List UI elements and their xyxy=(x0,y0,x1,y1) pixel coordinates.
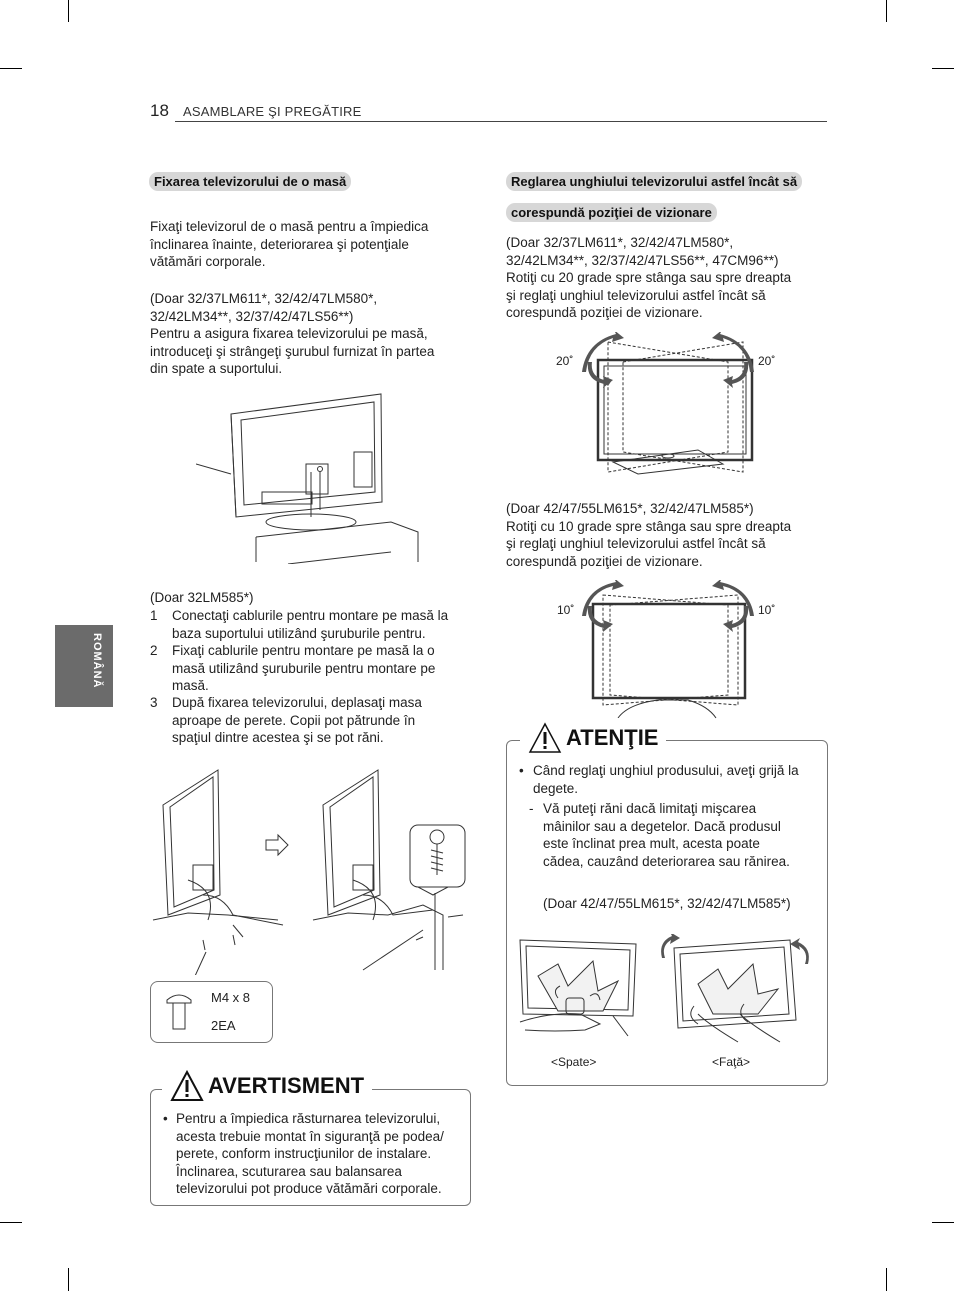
screw-size: M4 x 8 xyxy=(211,990,251,1005)
text-line: Rotiţi cu 20 grade spre stânga sau spre dreapta xyxy=(506,270,792,286)
text-line: este înclinat prea mult, acesta poate xyxy=(543,836,760,852)
section-title-angle-1: Reglarea unghiului televizorului astfel încât să xyxy=(506,172,802,191)
caution-back-illustration xyxy=(518,936,643,1052)
text-line: degete. xyxy=(533,780,579,796)
angle-10-text xyxy=(506,500,791,570)
text-line: (Doar 32/37LM611*, 32/42/47LM580*, xyxy=(506,235,734,250)
step-number: 2 xyxy=(150,643,158,658)
warning-title xyxy=(162,1066,372,1106)
language-tab xyxy=(55,625,113,707)
warning-triangle-icon xyxy=(170,1070,204,1102)
screw-spec-box xyxy=(150,981,273,1043)
caution-triangle-icon xyxy=(528,722,562,754)
text-line: Rotiţi cu 10 grade spre stânga sau spre dreapta xyxy=(506,518,792,534)
text-line: Înclinarea, scuturarea sau balansarea xyxy=(176,1163,402,1179)
text-line: cădea, cauzând deteriorarea sau rănirea. xyxy=(543,853,790,869)
text-line: corespundă poziţiei de vizionare. xyxy=(506,553,703,569)
page-number: 18 xyxy=(150,101,169,120)
crop-mark xyxy=(932,68,954,69)
angle-10-right-label: 10˚ xyxy=(758,603,776,617)
warning-title-text: AVERTISMENT xyxy=(208,1073,365,1098)
text-line: corespundă poziţiei de vizionare. xyxy=(506,305,703,321)
screw-icon xyxy=(164,992,194,1032)
angle-20-left-label: 20˚ xyxy=(556,354,574,368)
stand-cable-illustration xyxy=(148,765,473,975)
text-line: şi reglaţi unghiul televizorului astfel încât să xyxy=(506,536,766,552)
text-line: (Doar 42/47/55LM615*, 32/42/47LM585*) xyxy=(506,501,754,516)
caution-front-illustration xyxy=(658,934,818,1054)
caution-label-back: <Spate> xyxy=(551,1055,597,1069)
crop-mark xyxy=(932,1222,954,1223)
section-title-table-fixing: Fixarea televizorului de o masă xyxy=(149,172,351,191)
text-line: din spate a suportului. xyxy=(150,361,283,377)
text-line: perete, conform instrucţiunilor de instalare. xyxy=(176,1146,432,1162)
caution-title-text: ATENŢIE xyxy=(566,725,659,750)
dash: - xyxy=(529,801,534,816)
text-line: După fixarea televizorului, deplasaţi masa xyxy=(172,695,422,710)
text-line: Fixaţi televizorul de o masă pentru a împiedica xyxy=(150,219,429,234)
text-line: masă. xyxy=(172,678,209,694)
text-line: introduceţi şi strângeţi şurubul furnizat în partea xyxy=(150,343,435,359)
crop-mark xyxy=(0,68,22,69)
angle-20-text xyxy=(506,234,791,322)
models-note-1 xyxy=(150,290,434,378)
caution-label-front: <Faţă> xyxy=(712,1055,751,1069)
swivel-10-illustration xyxy=(578,580,758,720)
text-line: şi reglaţi unghiul televizorului astfel încât să xyxy=(506,287,766,303)
text-line: acesta trebuie montat în siguranţă pe podea/ xyxy=(176,1128,444,1144)
models-note-2: (Doar 32LM585*) xyxy=(150,590,254,605)
text-line: Pentru a asigura fixarea televizorului pe masă, xyxy=(150,326,428,342)
tv-table-fixing-illustration xyxy=(196,392,421,564)
crop-mark xyxy=(68,1268,69,1291)
text-line: înclinarea înainte, deteriorarea şi potenţiale xyxy=(150,236,409,252)
text-line: spaţiul dintre acestea şi se pot răni. xyxy=(172,730,384,746)
swivel-20-illustration xyxy=(578,332,758,478)
section-title-angle-2: corespundă poziţiei de vizionare xyxy=(506,203,717,222)
text-line: mâinilor sau a degetelor. Dacă produsul xyxy=(543,818,781,834)
text-line: (Doar 32/37LM611*, 32/42/47LM580*, xyxy=(150,291,378,306)
angle-20-right-label: 20˚ xyxy=(758,354,776,368)
crop-mark xyxy=(68,0,69,22)
step-number: 3 xyxy=(150,695,158,710)
text-line: aproape de perete. Copii pot pătrunde în xyxy=(172,712,416,728)
text-line: Pentru a împiedica răsturnarea televizorului, xyxy=(176,1111,441,1126)
text-line: televizorului pot produce vătămări corporale. xyxy=(176,1181,442,1197)
text-line: Vă puteţi răni dacă limitaţi mişcarea xyxy=(543,801,757,816)
bullet: • xyxy=(163,1111,168,1126)
text-line: Conectaţi cablurile pentru montare pe masă la xyxy=(172,608,449,623)
screw-qty: 2EA xyxy=(211,1018,236,1033)
caution-title xyxy=(520,718,666,758)
crop-mark xyxy=(886,1268,887,1291)
text-line: baza suportului utilizând şuruburile pentru. xyxy=(172,625,426,641)
crop-mark xyxy=(0,1222,22,1223)
page-header-title: ASAMBLARE ŞI PREGĂTIRE xyxy=(183,104,362,119)
text-line: masă utilizând şuruburile pentru montare pe xyxy=(172,660,436,676)
step-number: 1 xyxy=(150,608,158,623)
intro-text xyxy=(150,218,428,271)
text-line: 32/42LM34**, 32/37/42/47LS56**, 47CM96**) xyxy=(506,252,779,268)
text-line: 32/42LM34**, 32/37/42/47LS56**) xyxy=(150,308,354,324)
text-line: vătămări corporale. xyxy=(150,254,266,270)
caution-models-note: (Doar 42/47/55LM615*, 32/42/47LM585*) xyxy=(543,896,791,911)
header-rule xyxy=(175,121,827,122)
bullet: • xyxy=(519,763,524,778)
language-tab-label: ROMÂNĂ xyxy=(91,633,103,689)
crop-mark xyxy=(886,0,887,22)
text-line: Când reglaţi unghiul produsului, aveţi grijă la xyxy=(533,763,799,778)
angle-10-left-label: 10˚ xyxy=(557,603,575,617)
text-line: Fixaţi cablurile pentru montare pe masă la o xyxy=(172,643,435,658)
